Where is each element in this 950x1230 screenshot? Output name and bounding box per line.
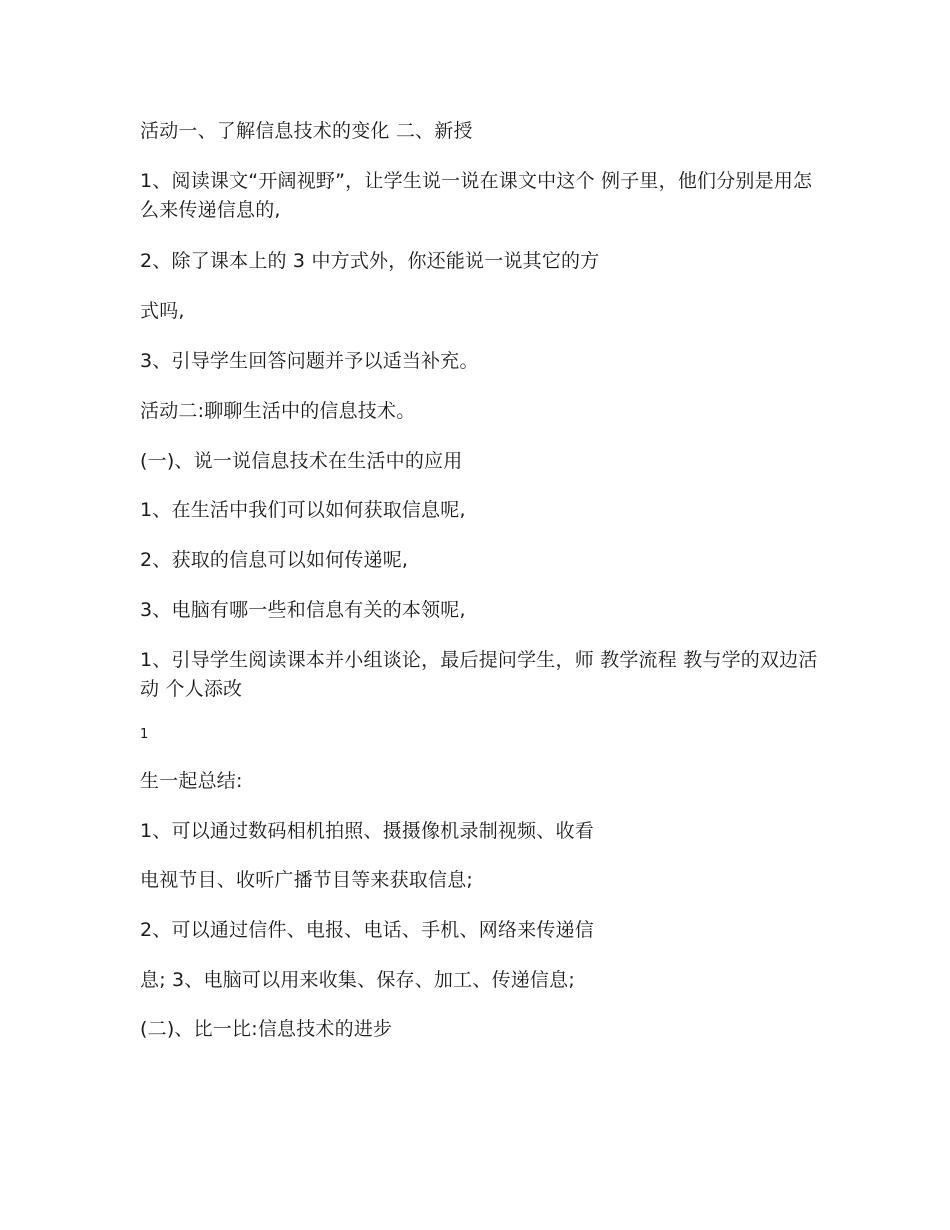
paragraph-summary-2: 2、可以通过信件、电报、电话、手机、网络来传递信 <box>140 919 594 941</box>
paragraph-summary-1: 1、可以通过数码相机拍照、摄摄像机录制视频、收看 <box>140 820 594 842</box>
paragraph-summary-1-continued: 电视节目、收听广播节目等来获取信息; <box>140 869 474 891</box>
paragraph-summary-intro: 生一起总结: <box>140 770 243 792</box>
paragraph-question-2: 2、获取的信息可以如何传递呢, <box>140 549 409 571</box>
paragraph-summary-2-3: 息; 3、电脑可以用来收集、保存、加工、传递信息; <box>140 969 575 991</box>
paragraph-item-2-other-ways: 2、除了课本上的 3 中方式外，你还能说一说其它的方 <box>140 250 600 272</box>
paragraph-item-1-read-text: 1、阅读课文“开阔视野”，让学生说一说在课文中这个 例子里，他们分别是用怎么来传递信息的, <box>140 170 813 221</box>
paragraph-question-1: 1、在生活中我们可以如何获取信息呢, <box>140 499 466 521</box>
paragraph-activity-one: 活动一、了解信息技术的变化 二、新授 <box>140 120 473 142</box>
paragraph-item-2-continued: 式吗, <box>140 300 185 322</box>
paragraph-activity-two: 活动二:聊聊生活中的信息技术。 <box>140 400 416 422</box>
paragraph-question-3: 3、电脑有哪一些和信息有关的本领呢, <box>140 599 466 621</box>
page-number: 1 <box>140 727 149 742</box>
paragraph-item-3-guide-answers: 3、引导学生回答问题并予以适当补充。 <box>140 350 479 372</box>
paragraph-section-two-heading: (二)、比一比:信息技术的进步 <box>140 1018 393 1040</box>
paragraph-section-one-heading: (一)、说一说信息技术在生活中的应用 <box>140 450 463 472</box>
paragraph-guide-reading: 1、引导学生阅读课本并小组谈论，最后提问学生，师 教学流程 教与学的双边活动 个人添改 <box>140 649 818 700</box>
